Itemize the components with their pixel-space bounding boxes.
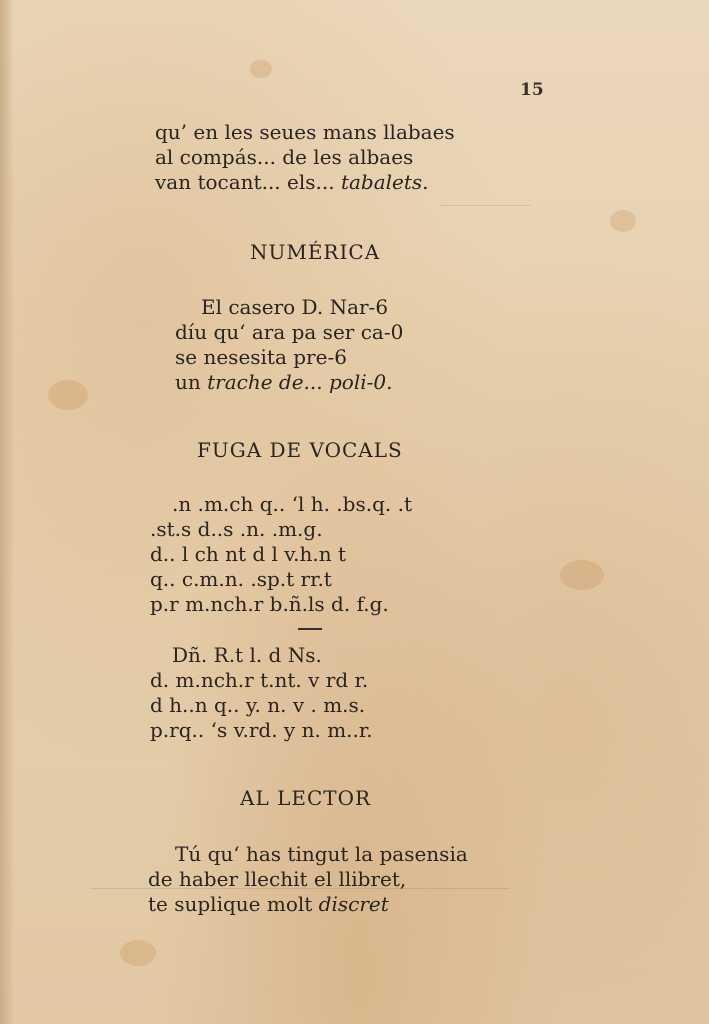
stanza-1-line-2: al compás... de les albaes [155, 145, 414, 169]
stanza-1-line-3 [155, 170, 429, 194]
numerica-line-2: díu qu‘ ara pa ser ca-0 [175, 320, 404, 344]
lector-emphasis: discret [318, 892, 389, 916]
numerica-line-1: El casero D. Nar-6 [201, 295, 389, 319]
fuga-block-1-line-3: d.. l ch nt d l v.h.n t [150, 542, 347, 566]
fuga-block-1-line-4: q.. c.m.n. .sp.t rr.t [150, 567, 332, 591]
fuga-block-2-line-2: d. m.nch.r t.nt. v rd r. [150, 668, 369, 692]
foxing-spot [560, 560, 604, 590]
foxing-spot [610, 210, 636, 232]
fuga-block-1-line-2: .st.s d..s .n. .m.g. [150, 517, 323, 541]
numerica-line-3: se nesesita pre-6 [175, 345, 347, 369]
heading-numerica: NUMÉRICA [250, 240, 381, 264]
page-edge-shading [0, 0, 14, 1024]
stanza-1-line-3-text: van tocant... els... [155, 170, 335, 194]
numerica-line-4-text: un [175, 370, 201, 394]
foxing-spot [48, 380, 88, 410]
fuga-block-1-line-5: p.r m.nch.r b.ñ.ls d. f.g. [150, 592, 389, 616]
lector-line-3-text: te suplique molt [148, 892, 313, 916]
stanza-1-emphasis: tabalets. [340, 170, 429, 194]
foxing-spot [250, 60, 272, 78]
numerica-emphasis: trache de... poli-0. [207, 370, 393, 394]
stanza-1-line-1: qu’ en les seues mans llabaes [155, 120, 455, 144]
lector-line-2: de haber llechit el llibret, [148, 867, 407, 891]
fuga-block-1-line-1: .n .m.ch q.. ‘l h. .bs.q. .t [172, 492, 412, 516]
bleed-through [440, 205, 530, 206]
lector-line-1: Tú qu‘ has tingut la pasensia [175, 842, 468, 866]
page-number: 15 [520, 80, 544, 100]
numerica-line-4 [175, 370, 392, 394]
lector-line-3 [148, 892, 389, 916]
section-divider [298, 628, 322, 630]
fuga-block-2-line-4: p.rq.. ‘s v.rd. y n. m..r. [150, 718, 373, 742]
fuga-block-2-line-1: Dñ. R.t l. d Ns. [172, 643, 322, 667]
heading-fuga-de-vocals: FUGA DE VOCALS [197, 438, 403, 462]
heading-al-lector: AL LECTOR [240, 786, 372, 810]
foxing-spot [120, 940, 156, 966]
fuga-block-2-line-3: d h..n q.. y. n. v . m.s. [150, 693, 366, 717]
